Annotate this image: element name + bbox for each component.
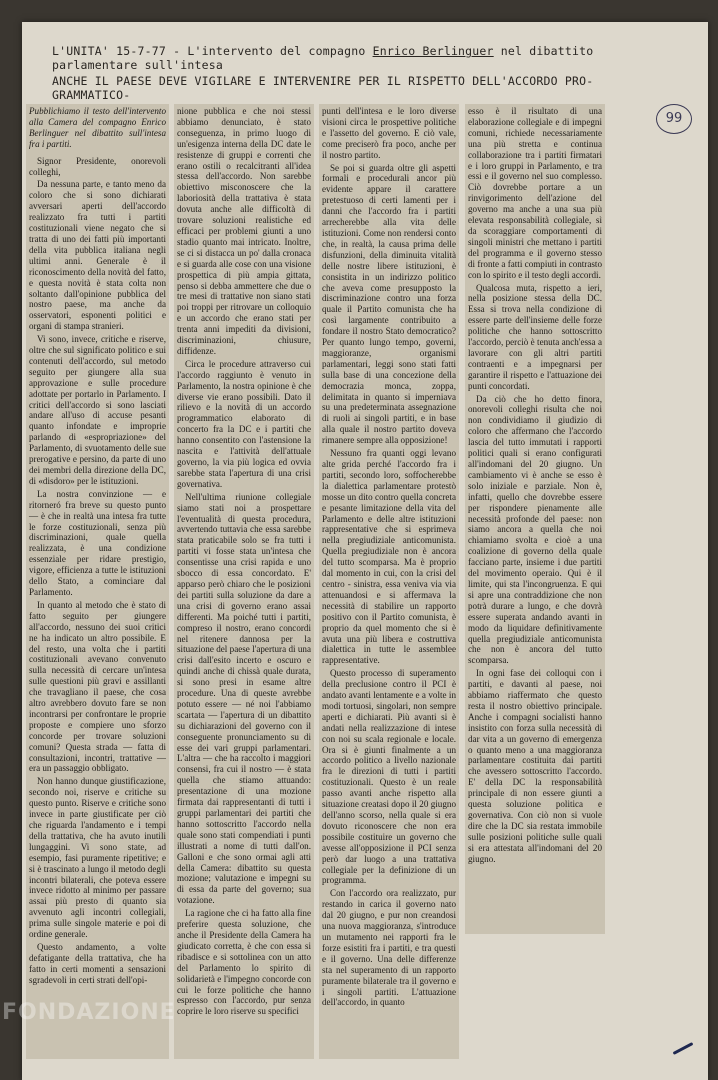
clipping-column-3 — [319, 104, 459, 1059]
source-date: L'UNITA' 15-7-77 — [52, 44, 166, 58]
typed-headline-1: ANCHE IL PAESE DEVE VIGILARE E INTERVENIRE PER IL RISPETTO DELL'ACCORDO PRO- — [52, 74, 594, 88]
pen-mark — [673, 1042, 694, 1055]
paragraph: Signor Presidente, onorevoli colleghi, — [29, 155, 166, 177]
paragraph: punti dell'intesa e le loro diverse visioni circa le prospettive politiche e l'assetto del governo. E ciò vale, come preciserò fra poco, anche per il nostro partito. — [322, 106, 456, 160]
paragraph: Questo andamento, a volte defatigante della trattativa, che ha fatto in certi momenti a sensazioni sgradevoli in certi strati dell'opi- — [29, 941, 166, 985]
paragraph: Circa le procedure attraverso cui l'accordo raggiunto è venuto in Parlamento, la nostra opinione è che diverse vie erano possibili. Dato il rilievo e la novità di un accordo programmatico elaborato di concerto fra la DC e i partiti che hanno consentito con l'astensione la nascita e l'attività dell'attuale governo, la via più logica ed ovvia sarebbe stata l'apertura di una crisi governativa. — [177, 358, 311, 489]
typed-header-line-2: parlamentare sull'intesa — [52, 58, 223, 72]
header-line1-post: nel dibattito — [493, 44, 594, 58]
paragraph: La ragione che ci ha fatto alla fine preferire questa soluzione, che anche il Presidente della Camera ha giudicato corretta, è che con essa si ribadisce e si sottolinea con un atto del Parlamento lo spirito di solidarietà e l'impegno concorde con cui le forze politiche che hanno espresso con l'accordo, pur senza coprire le loro riserve su specifici — [177, 908, 311, 1017]
paragraph: La nostra convinzione — e ritorneró fra breve su questo punto — è che in realtà una intesa fra tutte le forze costituzionali, senza più discriminazioni, quale quella realizzata, è una condizione essenziale per ridare prestigio, vigore, efficienza a tutte le istituzioni dello Stato, a cominciare dal Parlamento. — [29, 488, 166, 597]
paragraph: nione pubblica e che noi stessi abbiamo denunciato, è stato conseguenza, in primo luogo di un'esigenza interna della DC date le resistenze di gruppi e correnti che erano ostili o recalcitranti all'idea stessa dell'accordo. Non sarebbe obiettivo misconoscere che la laboriosità della trattativa è stata dovuta anche alle difficoltà di trovare soluzioni realistiche ed efficaci per problemi giunti a uno stadio quanto mai intricato. Inoltre, se ci si distacca un po' dalla cronaca e si guarda alle cose con una visione prospettica di più ampia gittata, penso si debba ammettere che due o tre mesi di trattative non siano stati poi troppi per ritrovare un colloquio e un accordo che erano stati per trenta anni impediti da divisioni, discriminazioni, chiusure, diffidenze. — [177, 106, 311, 356]
typed-header-line-1 — [52, 44, 702, 58]
paragraph: Vi sono, invece, critiche e riserve, oltre che sul significato politico e sui contenuti dell'accordo, sul metodo seguito per giungere alla sua approvazione e sulle procedure adottate per portarlo in Parlamento. I critici dell'accordo si sono lasciati andare all'uso di accuse pesanti quanto infondate e improprie parlando di «espropriazione» del Parlamento, di svuotamento delle sue prerogative e persino, da parte di uno dei membri della direzione della DC, di «disdoro» per le istituzioni. — [29, 334, 166, 486]
paragraph: Con l'accordo ora realizzato, pur restando in carica il governo nato dal 20 giugno, e pur non creandosi una nuova maggioranza, s'introduce un mutamento nei rapporti fra le forze esistiti fra i partiti, e tra questi e il governo. Una delle differenze sta nel superamento di un rapporto puramente bilaterale tra il governo e i singoli partiti. L'attuazione dell'accordo, in quanto — [322, 888, 456, 1008]
paragraph: In ogni fase dei colloqui con i partiti, e davanti al paese, noi abbiamo riaffermato che questo resta il nostro obiettivo principale. Anche i compagni socialisti hanno insistito con forza sulla necessità di dar vita a un governo di emergenza o quanto meno a una maggioranza parlamentare costituita dai partiti che avessero sottoscritto l'accordo. E' della DC la responsabilità principale di non essere giunti a questa soluzione politica e governativa. Con ciò non si vuole dire che la DC sia restata immobile sulle posizioni politiche sulle quali si era attestata all'indomani del 20 giugno. — [468, 668, 602, 864]
clipping-column-4 — [465, 104, 605, 934]
paragraph: Se poi si guarda oltre gli aspetti formali e procedurali ancor più evidente appare il carattere pretestuoso di certi lamenti per i danni che l'accordo fra i partiti arrecherebbe alla vita delle istituzioni. Come non rendersi conto che, in realtà, la causa prima delle disfunzioni, della diminuita vitalità delle nostre libere istituzioni, è consistita in un indirizzo politico che aveva come presupposto la discriminazione contro una forza quale il Partito comunista che ha così largamente contribuito a fondare il nostro Stato democratico? Per quanto lungo tempo, governi, maggioranze, organismi parlamentari, leggi sono stati fatti sulla base di una concezione della democrazia monca, zoppa, delimitata in quanto si imperniava su una predeterminata assegnazione di ruoli ai singoli partiti, e in base alla quale il nostro partito doveva rimanere sempre alla opposizione! — [322, 162, 456, 446]
archive-page-number: 99 — [656, 104, 692, 134]
clipping-column-1 — [26, 104, 169, 1059]
speaker-name: Enrico Berlinguer — [372, 44, 494, 58]
archive-watermark: FONDAZIONE — [2, 1000, 176, 1025]
header-line1-pre: - L'intervento del compagno — [165, 44, 373, 58]
paragraph: In quanto al metodo che è stato di fatto seguito per giungere all'accordo, nessuno dei suoi critici ne ha indicato un altro possibile. E del resto, una volta che i partiti costituzionali avevano convenuto sulla necessità di cercare un'intesa sulle questioni più gravi e assillanti che travagliano il paese, che cosa altro avrebbero dovuto fare se non incontrarsi per confrontare le proprie proposte e compiere uno sforzo concorde per trovare soluzioni comuni? Questa strada — fatta di consultazioni, incontri, trattative — era un passaggio obbligato. — [29, 599, 166, 774]
clipping-column-2 — [174, 104, 314, 1059]
paragraph: Da ciò che ho detto finora, onorevoli colleghi risulta che noi non condividiamo il giudizio di coloro che affermano che l'accordo lascia del tutto immutati i rapporti politici quali si erano configurati all'indomani del 20 giugno. Un cambiamento vi è anche se esso è solo iniziale e parziale. Non è, infatti, quello che dovrebbe essere per rispondere pienamente alle necessità profonde del paese: non siamo ancora a quella che noi chiamiamo svolta e cioè a una coalizione di governo della quale facciano parte, insieme i due partiti del movimento operaio. Qui è il limite, qui sta l'incongruenza. E qui si apre una contraddizione che non potrà durare a lungo, e che dovrà essere superata andando avanti in modo da liquidare definitivamente quella pregiudiziale anticomunista che non è ancora del tutto scomparsa. — [468, 393, 602, 666]
paragraph: Nell'ultima riunione collegiale siamo stati noi a prospettare l'eventualità di questa procedura, avvertendo tuttavia che essa sarebbe stata praticabile solo se fra tutti i partiti vi fosse stata un'intesa che consentisse una crisi rapida e uno sbocco di essa concordato. E' apparso però chiaro che le posizioni dei partiti sulla soluzione da dare a una crisi di governo erano assai differenti. Ma poiché tutti i partiti, compreso il nostro, erano concordi nel ritenere dannosa per la situazione del paese l'apertura di una crisi dall'esito incerto e oscuro e quindi anche di chissà quale durata, si sono presi in esame altre procedure. Una di queste avrebbe potuto essere — né noi l'abbiamo scartata — l'apertura di un dibattito su dichiarazioni del governo con il conseguente pronunciamento su di esse dei vari gruppi parlamentari. L'altra — che ha raccolto i maggiori consensi, fra cui il nostro — è stata quella che stiamo attuando: presentazione di una mozione firmata dai rappresentanti di tutti i gruppi parlamentari dei partiti che hanno sottoscritto l'accordo nella quale sono stati compendiati i punti illustrati a nome di tutti dall'on. Galloni e che sono ormai agli atti della Camera: dibattito su questa mozione; valutazione e impegni su di essa da parte del governo; sua votazione. — [177, 491, 311, 906]
archive-sheet — [22, 22, 708, 1080]
typed-headline-2: GRAMMATICO- — [52, 88, 131, 102]
paragraph: Da nessuna parte, e tanto meno da coloro che si sono dichiarati avversari aperti dell'accordo realizzato fra tutti i partiti costituzionali viene negato che si tratta di uno dei fatti più importanti della vita pubblica italiana negli ultimi anni. Generale è il riconoscimento della novità del fatto, e questa novità è stata colta non soltanto dall'opinione pubblica del nostro paese, ma anche da osservatori, esponenti politici e organi di stampa stranieri. — [29, 179, 166, 332]
paragraph: esso è il risultato di una elaborazione collegiale e di impegni comuni, richiede necessariamente una più stretta e continua collaborazione tra i partiti firmatari e i loro gruppi in Parlamento, e tra essi e il governo nel suo complesso. Ciò dovrebbe portare a un rinvigorimento dell'azione del governo ma anche a una sua più elevata responsabilità collegiale, sì da scoraggiare comportamenti di singoli ministri che mettano i partiti del programma e il governo stesso di fronte a fatti compiuti in contrasto con lo spirito e il testo degli accordi. — [468, 106, 602, 280]
intro-note: Pubblichiamo il testo dell'intervento alla Camera del compagno Enrico Berlinguer nel dibattito sull'intesa fra i partiti. — [29, 106, 166, 149]
paragraph: Nessuno fra quanti oggi levano alte grida perché l'accordo fra i partiti, secondo loro, soffocherebbe la dialettica parlamentare protestò mosse un dito contro quella concreta e pesante limitazione della vita del Parlamento e delle altre istituzioni rappresentative che si esprimeva nella pregiudiziale anticomunista. Quella pregiudiziale non è ancora del tutto scomparsa. Ma è proprio dal momento in cui, con la crisi del centro - sinistra, essa veniva via via attenuandosi e si affermava la necessità di stabilire un rapporto positivo con il Partito comunista, è proprio da quel momento che si è avuta una più libera e costruttiva dialettica in tutte le assemblee rappresentative. — [322, 448, 456, 666]
paragraph: Questo processo di superamento della preclusione contro il PCI è andato avanti lentamente e a volte in modi tortuosi, singolari, non sempre aperti e dichiarati. Più avanti si è andati nella realizzazione di intese con noi su scala regionale e locale. Ora si è giunti finalmente a un accordo politico a livello nazionale fra le direzioni di tutti i partiti costituzionali. Questo è un reale passo avanti anche rispetto alla situazione creatasi dopo il 20 giugno dell'anno scorso, nella quale si era dovuto riconoscere che non era possibile costituire un governo che avesse all'opposizione il PCI senza però dar luogo a una trattativa collegiale per la definizione di un programma. — [322, 668, 456, 886]
paragraph: Qualcosa muta, rispetto a ieri, nella posizione stessa della DC. Essa si trova nella condizione di essere parte dell'insieme delle forze politiche che hanno sottoscritto l'accordo, perciò è tenuta anch'essa a lavorare con gli altri partiti contraenti e a impegnarsi per garantire il rispetto e l'attuazione dei punti concordati. — [468, 282, 602, 391]
paragraph: Non hanno dunque giustificazione, secondo noi, riserve e critiche su questo punto. Riserve e critiche sono invece in parte giustificate per ciò che riguarda l'andamento e i tempi della trattativa, che ha avuto inutili lungaggini. Vi sono state, ad esempio, fasi puramente ripetitive; e si è trascinato a lungo il metodo degli incontri bilaterali, che poteva essere invece ridotto al minimo per passare assai più presto di quanto sia avvenuto agli incontri collegiali, prima sulle singole materie e poi di ordine generale. — [29, 776, 166, 940]
